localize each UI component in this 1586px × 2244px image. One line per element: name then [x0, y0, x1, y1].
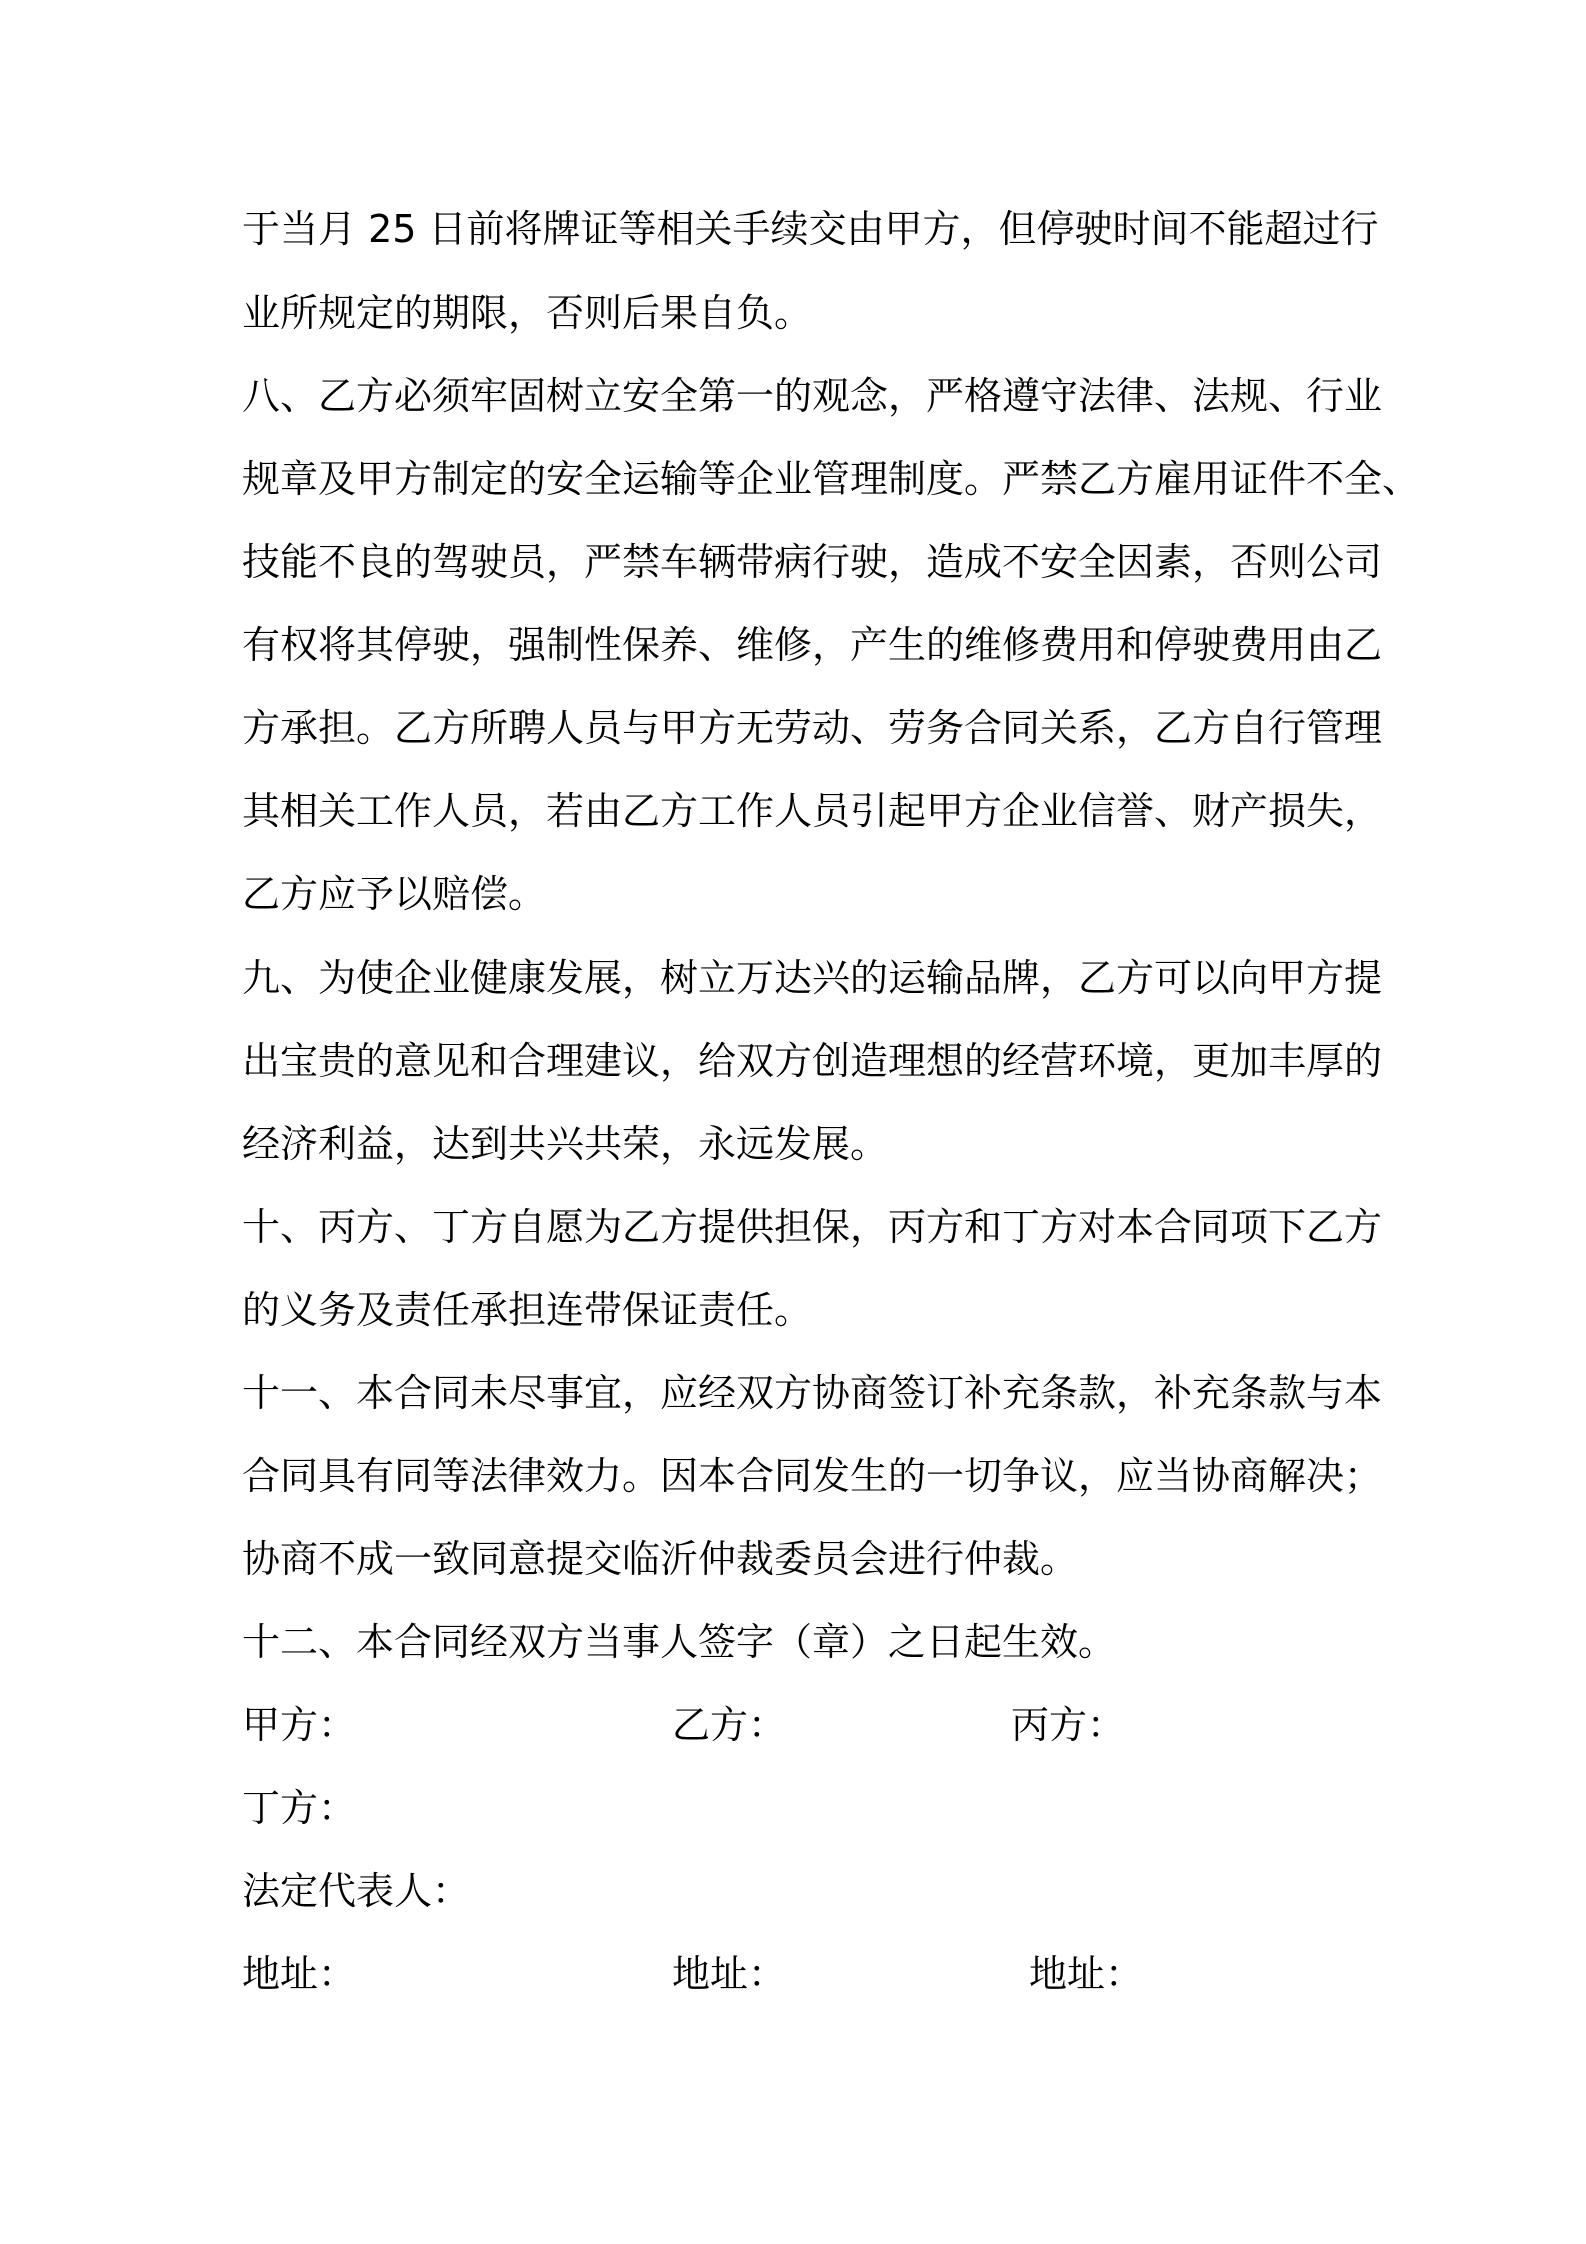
address-label-1: 地址：: [242, 1952, 357, 1996]
text-line: 乙方应予以赔偿。: [242, 872, 547, 916]
text-line: 技能不良的驾驶员，严禁车辆带病行驶，造成不安全因素，否则公司: [242, 540, 1383, 584]
legal-rep-label: 法定代表人：: [242, 1869, 471, 1913]
address-label-2: 地址：: [672, 1952, 787, 1996]
text-line: 十二、本合同经双方当事人签字（章）之日起生效。: [242, 1620, 1117, 1664]
text-line: 八、乙方必须牢固树立安全第一的观念，严格遵守法律、法规、行业: [242, 374, 1383, 418]
party-a-label: 甲方：: [242, 1703, 357, 1747]
text-line: 有权将其停驶，强制性保养、维修，产生的维修费用和停驶费用由乙: [242, 623, 1383, 667]
party-d-label: 丁方：: [242, 1786, 357, 1830]
text-line: 合同具有同等法律效力。因本合同发生的一切争议，应当协商解决；: [242, 1454, 1383, 1498]
party-b-label: 乙方：: [672, 1703, 787, 1747]
text-line: 出宝贵的意见和合理建议，给双方创造理想的经营环境，更加丰厚的: [242, 1039, 1383, 1083]
text-line: 规章及甲方制定的安全运输等企业管理制度。严禁乙方雇用证件不全、: [242, 457, 1421, 501]
text-line: 十、丙方、丁方自愿为乙方提供担保，丙方和丁方对本合同项下乙方: [242, 1205, 1383, 1249]
text-line: 的义务及责任承担连带保证责任。: [242, 1288, 813, 1332]
text-line: 于当月 25 日前将牌证等相关手续交由甲方，但停驶时间不能超过行: [242, 207, 1379, 251]
address-label-3: 地址：: [1029, 1952, 1144, 1996]
party-c-label: 丙方：: [1011, 1703, 1126, 1747]
text-line: 业所规定的期限，否则后果自负。: [242, 291, 813, 335]
text-line: 十一、本合同未尽事宜，应经双方协商签订补充条款，补充条款与本: [242, 1371, 1383, 1415]
text-line: 方承担。乙方所聘人员与甲方无劳动、劳务合同关系，乙方自行管理: [242, 706, 1383, 750]
text-line: 九、为使企业健康发展，树立万达兴的运输品牌，乙方可以向甲方提: [242, 956, 1383, 1000]
text-line: 协商不成一致同意提交临沂仲裁委员会进行仲裁。: [242, 1537, 1079, 1581]
text-line: 经济利益，达到共兴共荣，永远发展。: [242, 1122, 889, 1166]
text-line: 其相关工作人员，若由乙方工作人员引起甲方企业信誉、财产损失，: [242, 789, 1383, 833]
